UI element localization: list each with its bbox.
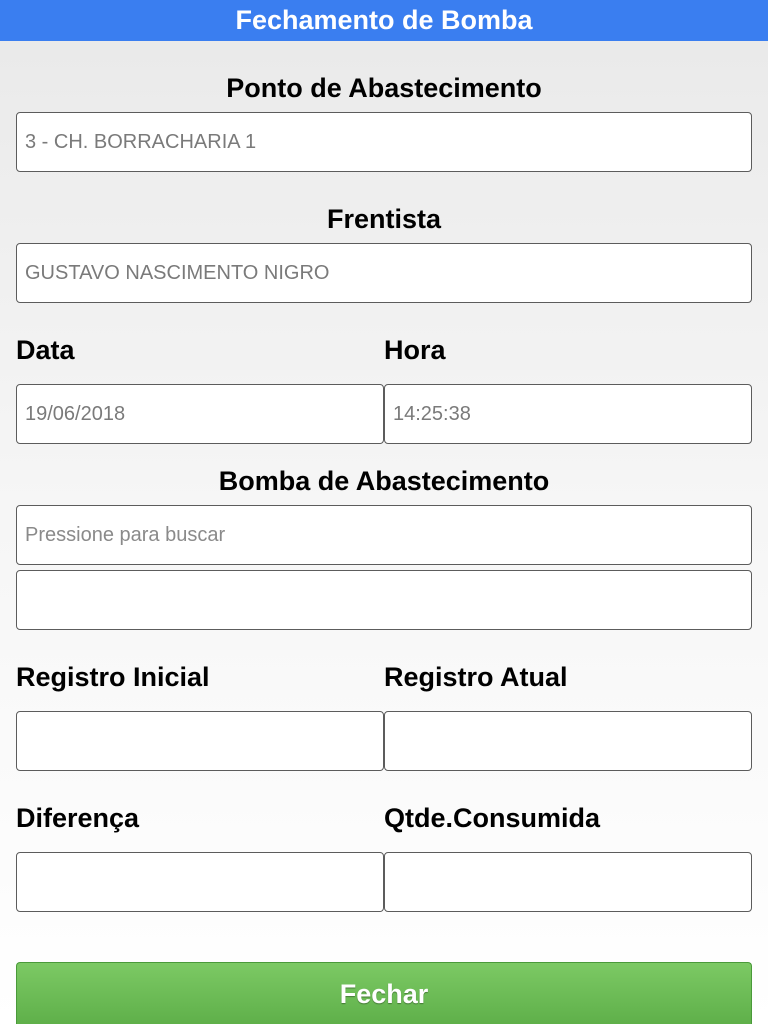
data-input[interactable] [16, 384, 384, 444]
registro-atual-input[interactable] [384, 711, 752, 771]
bomba-label: Bomba de Abastecimento [218, 466, 550, 496]
ponto-label: Ponto de Abastecimento [226, 73, 542, 103]
frentista-input[interactable] [16, 243, 752, 303]
fechar-button[interactable]: Fechar [16, 962, 752, 1024]
bomba-search-input[interactable] [16, 505, 752, 565]
hora-input[interactable] [384, 384, 752, 444]
registro-inicial-label: Registro Inicial [16, 662, 210, 692]
diferenca-label: Diferença [16, 803, 140, 833]
qtde-consumida-label: Qtde.Consumida [384, 803, 601, 833]
page-title: Fechamento de Bomba [0, 0, 768, 41]
registro-inicial-input[interactable] [16, 711, 384, 771]
frentista-label: Frentista [326, 204, 442, 234]
registro-atual-label: Registro Atual [384, 662, 568, 692]
bomba-value-input[interactable] [16, 570, 752, 630]
hora-label: Hora [384, 335, 446, 365]
diferenca-input[interactable] [16, 852, 384, 912]
data-label: Data [16, 335, 75, 365]
ponto-input[interactable] [16, 112, 752, 172]
qtde-consumida-input[interactable] [384, 852, 752, 912]
